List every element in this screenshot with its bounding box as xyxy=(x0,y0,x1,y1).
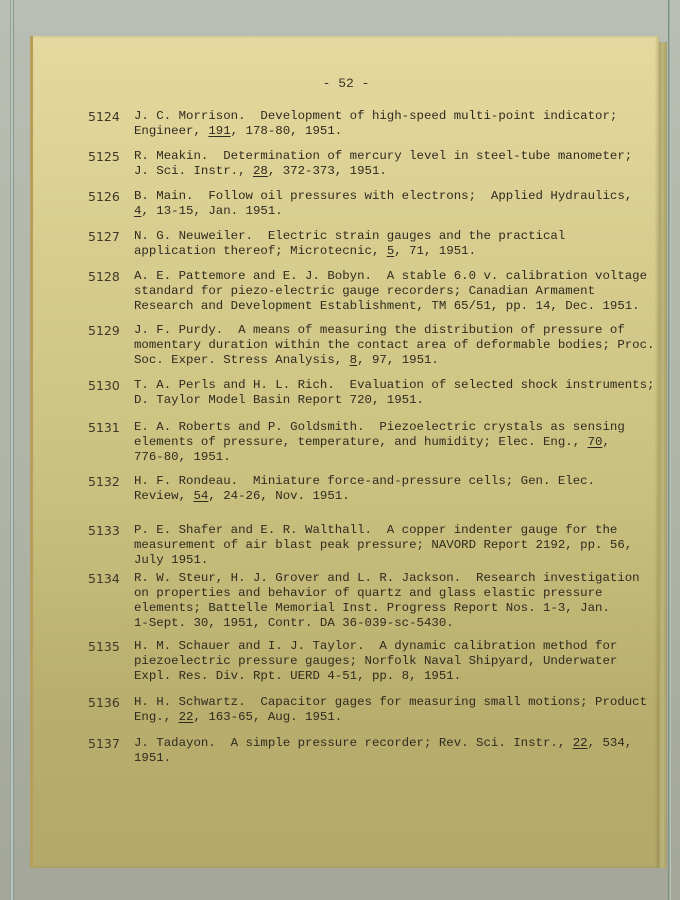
entry-text: R. Meakin. Determination of mercury level in steel-tube manometer; J. Sci. Instr., 28, 372-373, 1951. xyxy=(134,149,633,178)
entry-text: J. C. Morrison. Development of high-speed multi-point indicator; Engineer, 191, 178-80, 1951. xyxy=(134,109,618,138)
entry-text: H. M. Schauer and I. J. Taylor. A dynamic calibration method for piezoelectric pressure gauges; Norfolk Naval Shipyard, Underwater Expl. Res. Div. Rpt. UERD 4-51, pp. 8, 1951. xyxy=(134,639,618,683)
entry-text: H. H. Schwartz. Capacitor gages for measuring small motions; Product Eng., 22, 163-65, Aug. 1951. xyxy=(134,695,648,724)
document-page xyxy=(30,36,659,868)
entry-number: 5129 xyxy=(88,323,120,338)
entry-number: 5130 xyxy=(88,378,120,393)
entry-number: 5132 xyxy=(88,474,120,489)
entry-text: A. E. Pattemore and E. J. Bobyn. A stable 6.0 v. calibration voltage standard for piezo-electric gauge recorders; Canadian Armament Research and Development Establishment, TM 65/51, pp. 14, Dec. 1951. xyxy=(134,269,648,313)
entry-number: 5135 xyxy=(88,639,120,654)
entry-text: J. F. Purdy. A means of measuring the distribution of pressure of momentary duration within the contact area of deformable bodies; Proc. Soc. Exper. Stress Analysis, 8, 97, 1951. xyxy=(134,323,655,367)
entry-number: 5126 xyxy=(88,189,120,204)
entry-text: H. F. Rondeau. Miniature force-and-pressure cells; Gen. Elec. Review, 54, 24-26, Nov. 1951. xyxy=(134,474,596,503)
page-number: - 52 - xyxy=(322,76,370,91)
entry-number: 5136 xyxy=(88,695,120,710)
entry-text: R. W. Steur, H. J. Grover and L. R. Jackson. Research investigation on properties and behavior of quartz and glass elastic pressure elements; Battelle Memorial Inst. Progress Report Nos. 1-3, Jan. 1-Sept. 30, 1951, Contr. DA 36-039-sc-5430. xyxy=(134,571,640,630)
entry-text: E. A. Roberts and P. Goldsmith. Piezoelectric crystals as sensing elements of pressure, temperature, and humidity; Elec. Eng., 70, 776-80, 1951. xyxy=(134,420,625,464)
entry-number: 5131 xyxy=(88,420,120,435)
glass-frame-right xyxy=(668,0,671,900)
entry-number: 5127 xyxy=(88,229,120,244)
entry-text: P. E. Shafer and E. R. Walthall. A copper indenter gauge for the measurement of air blast peak pressure; NAVORD Report 2192, pp. 56, July 1951. xyxy=(134,523,633,567)
entry-number: 5124 xyxy=(88,109,120,124)
entry-text: B. Main. Follow oil pressures with electrons; Applied Hydraulics, 4, 13-15, Jan. 1951. xyxy=(134,189,633,218)
entry-number: 5133 xyxy=(88,523,120,538)
entry-number: 5128 xyxy=(88,269,120,284)
entry-text: J. Tadayon. A simple pressure recorder; Rev. Sci. Instr., 22, 534, 1951. xyxy=(134,736,633,765)
glass-frame-left xyxy=(10,0,14,900)
entry-number: 5137 xyxy=(88,736,120,751)
entry-text: N. G. Neuweiler. Electric strain gauges and the practical application thereof; Microtecnic, 5, 71, 1951. xyxy=(134,229,566,258)
entry-number: 5125 xyxy=(88,149,120,164)
entry-number: 5134 xyxy=(88,571,120,586)
entry-text: T. A. Perls and H. L. Rich. Evaluation of selected shock instruments; D. Taylor Model Basin Report 720, 1951. xyxy=(134,378,655,407)
